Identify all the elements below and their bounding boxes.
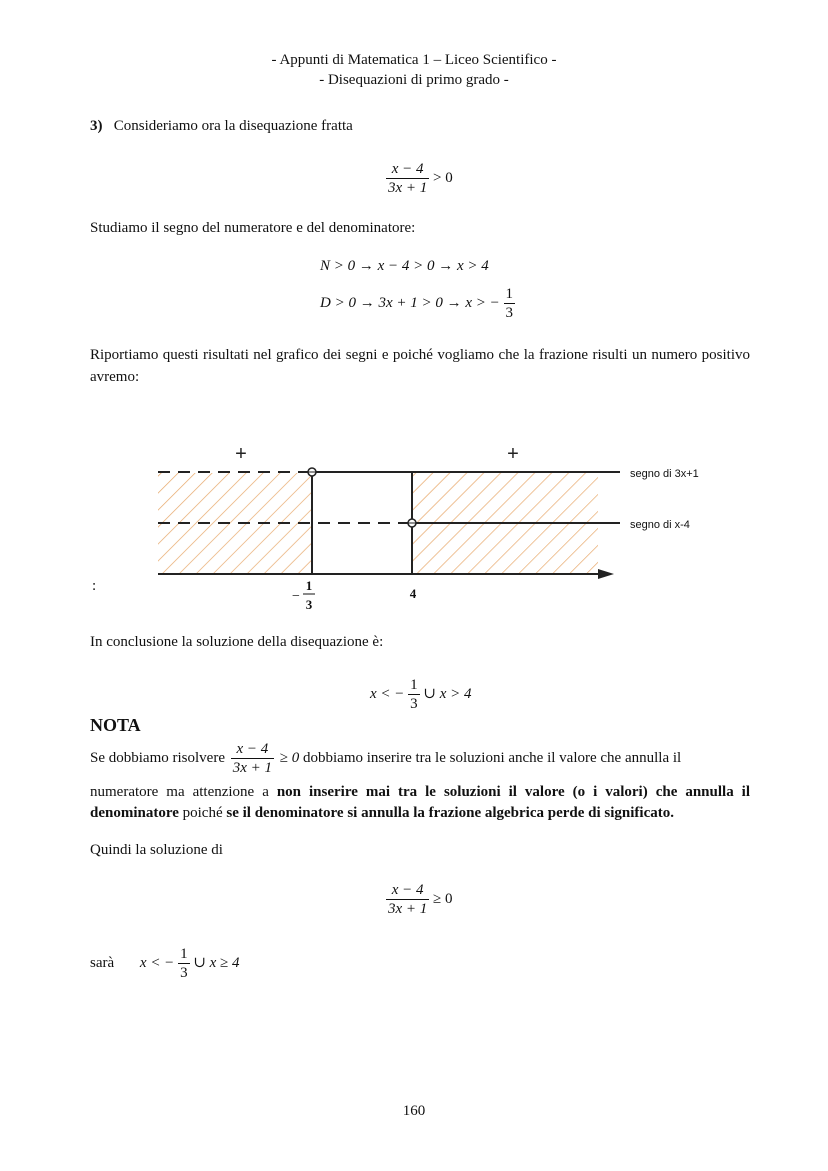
fraction-denominator: 3 bbox=[180, 965, 188, 981]
solution-second bbox=[139, 946, 240, 981]
item-3-intro bbox=[90, 118, 353, 135]
tick-four: 4 bbox=[409, 586, 417, 601]
study-text: Studiamo il segno del numeratore e del denominatore: bbox=[90, 220, 416, 236]
page-number: 160 bbox=[402, 1103, 426, 1119]
fraction-numerator: 1 bbox=[505, 286, 514, 302]
fraction-denominator: 3x + 1 bbox=[388, 180, 428, 196]
solution-fraction bbox=[178, 945, 190, 982]
fraction-main bbox=[386, 160, 429, 197]
solution-main bbox=[370, 676, 472, 713]
sign-numerator-line: N > 0 → x − 4 > 0 → x > 4 bbox=[320, 258, 489, 274]
inequality-relation: ≥ 0 bbox=[433, 890, 453, 907]
inequality-relation: > 0 bbox=[433, 169, 453, 186]
header-title: - Appunti di Matematica 1 – Liceo Scientifico - bbox=[271, 52, 557, 68]
fraction-numerator: 1 bbox=[410, 677, 418, 693]
nota-fraction bbox=[231, 740, 274, 777]
nota-bold-d: se il denominatore si annulla la frazione algebrica perde di significato. bbox=[226, 805, 675, 821]
nota-title: NOTA bbox=[90, 715, 141, 735]
label-den-sign: segno di 3x+1 bbox=[630, 468, 699, 480]
inequality-main bbox=[386, 160, 453, 197]
nota-paragraph bbox=[90, 782, 750, 824]
header-subtitle: - Disequazioni di primo grado - bbox=[319, 72, 509, 88]
nota-text-end: dobbiamo inserire tra le soluzioni anche il valore che annulla il bbox=[303, 749, 682, 766]
solution-left: x < − bbox=[139, 954, 175, 971]
solution-left: x < − bbox=[370, 685, 405, 702]
sign-denominator-line bbox=[320, 285, 515, 322]
report-paragraph: Riportiamo questi risultati nel grafico dei segni e poiché vogliamo che la frazione risulti un numero positivo avremo: bbox=[90, 347, 750, 385]
fraction-numerator: x − 4 bbox=[386, 160, 429, 179]
item-intro-text: Consideriamo ora la disequazione fratta bbox=[113, 118, 353, 134]
sign-denominator-fraction bbox=[504, 285, 516, 322]
tick-frac-den: 3 bbox=[305, 597, 313, 612]
tick-minus: − bbox=[292, 589, 300, 604]
tick-frac-num: 1 bbox=[305, 578, 313, 593]
fraction-second bbox=[386, 881, 429, 918]
solution-right: ∪ x ≥ 4 bbox=[193, 954, 240, 971]
fraction-denominator: 3 bbox=[505, 305, 514, 321]
solution-right: ∪ x > 4 bbox=[423, 685, 472, 702]
nota-text-a: numeratore ma attenzione a bbox=[90, 784, 277, 800]
sara-line bbox=[90, 945, 240, 982]
nota-text-c: poiché bbox=[178, 805, 227, 821]
plus-right: + bbox=[507, 443, 519, 465]
conclusion-text: In conclusione la soluzione della disequazione è: bbox=[90, 634, 384, 650]
solution-fraction bbox=[408, 676, 420, 713]
nota-text-start: Se dobbiamo risolvere bbox=[90, 749, 225, 766]
fraction-denominator: 3 bbox=[410, 696, 418, 712]
colon-mark: : bbox=[92, 578, 97, 594]
plus-left: + bbox=[235, 443, 247, 465]
label-num-sign: segno di x-4 bbox=[630, 519, 690, 531]
sign-denominator-text: D > 0 → 3x + 1 > 0 → x > − bbox=[320, 294, 500, 311]
x-axis-arrow bbox=[598, 569, 614, 579]
fraction-numerator: 1 bbox=[180, 946, 188, 962]
fraction-numerator: x − 4 bbox=[231, 740, 274, 759]
item-number: 3) bbox=[90, 118, 103, 134]
inequality-second bbox=[386, 881, 453, 918]
fraction-numerator: x − 4 bbox=[386, 881, 429, 900]
fraction-denominator: 3x + 1 bbox=[232, 760, 273, 776]
sign-chart bbox=[0, 430, 828, 620]
fraction-denominator: 3x + 1 bbox=[388, 901, 428, 917]
nota-bold-b: non inserire mai tra le soluzioni il valore (o i valori) che annulla il denominatore bbox=[90, 784, 751, 821]
quindi-text: Quindi la soluzione di bbox=[90, 842, 223, 858]
nota-relation: ≥ 0 bbox=[279, 749, 300, 766]
nota-line-1 bbox=[90, 740, 755, 777]
sara-text: sarà bbox=[90, 954, 115, 971]
